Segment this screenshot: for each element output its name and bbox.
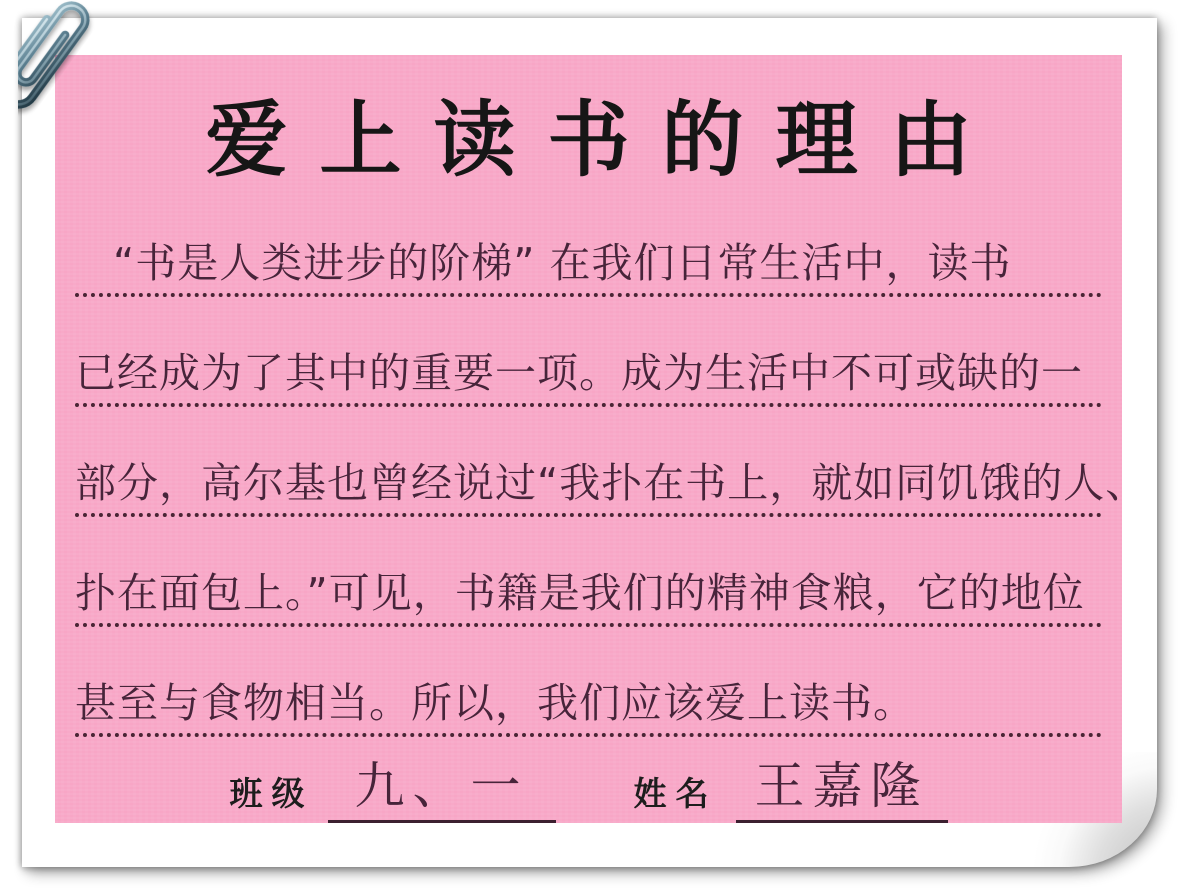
handwritten-text: “书是人类进步的阶梯” 在我们日常生活中，读书 <box>113 239 1012 288</box>
class-value: 九、一 <box>328 746 556 823</box>
handwritten-line <box>75 517 1102 627</box>
handwritten-text: 甚至与食物相当。所以，我们应该爱上读书。 <box>75 679 915 728</box>
handwritten-text: 部分，高尔基也曾经说过“我扑在书上，就如同饥饿的人、 <box>75 459 1148 508</box>
note-body <box>55 187 1148 737</box>
pink-note-paper <box>55 55 1148 823</box>
note-title: 爱上读书的理由 <box>205 92 1004 188</box>
handwritten-line <box>75 627 1102 737</box>
name-value: 王嘉隆 <box>736 746 948 823</box>
handwritten-text: 扑在面包上。”可见，书籍是我们的精神食粮，它的地位 <box>75 569 1085 618</box>
signature-row <box>55 737 1122 823</box>
handwritten-line <box>75 297 1102 407</box>
handwritten-text: 已经成为了其中的重要一项。成为生活中不可或缺的一 <box>75 349 1083 398</box>
name-label: 姓名 <box>633 775 718 813</box>
handwritten-line <box>75 187 1102 297</box>
class-label: 班级 <box>229 775 314 813</box>
paper-sheet <box>22 18 1157 867</box>
handwritten-line <box>75 407 1148 517</box>
